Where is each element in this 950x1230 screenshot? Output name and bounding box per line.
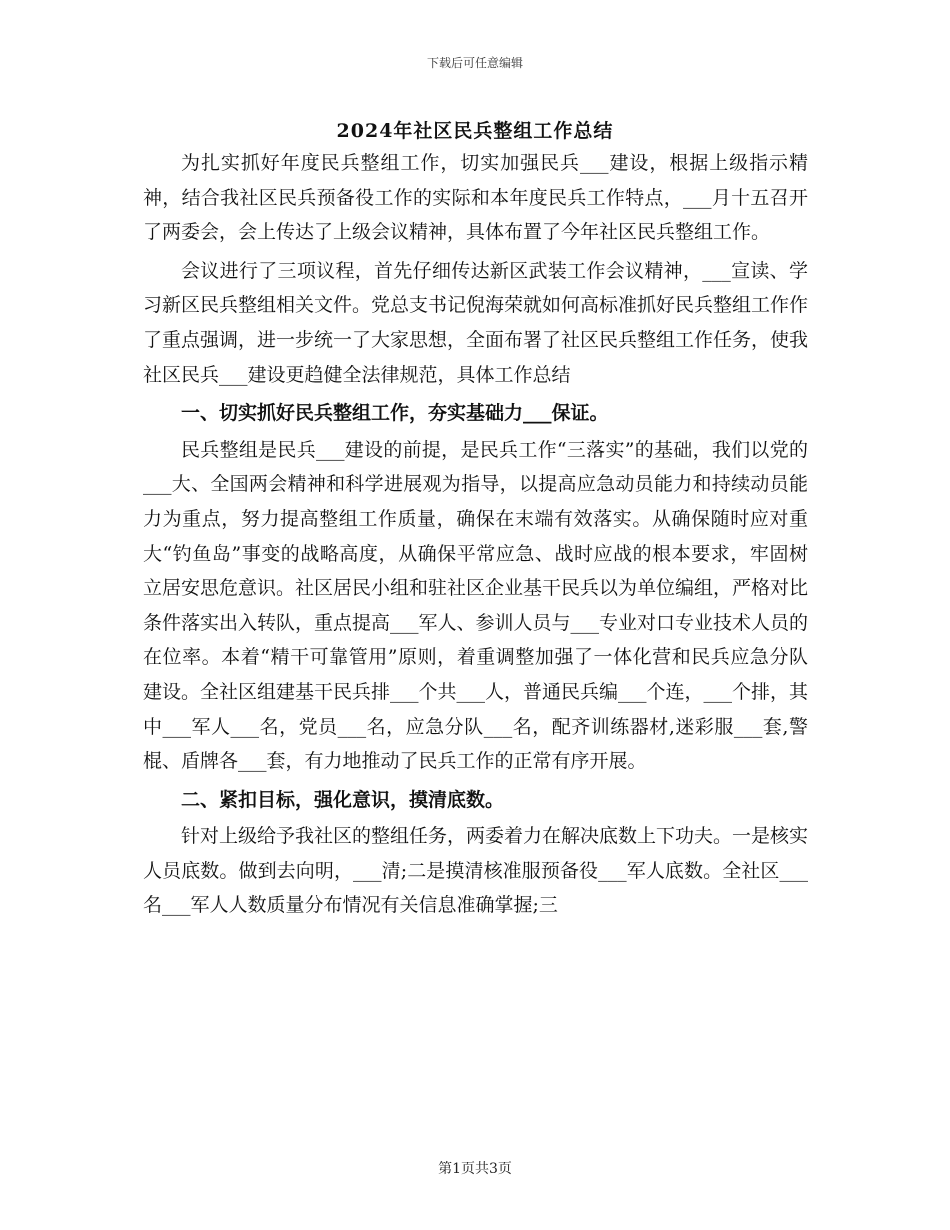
page-header-note: 下载后可任意编辑 bbox=[426, 56, 523, 70]
document-title: 2024年社区民兵整组工作总结 bbox=[336, 120, 614, 142]
section-heading-1: 一、切实抓好民兵整组工作，夯实基础力___保证。 bbox=[181, 402, 609, 425]
paragraph-meeting: 会议进行了三项议程，首先仔细传达新区武装工作会议精神，___宣读、学习新区民兵整组相关文件。党总支书记倪海荣就如何高标准抓好民兵整组工作作了重点强调，进一步统一了大家思想，全面布署了社区民兵整组工作任务，使我社区民兵___建设更趋健全法律规范，具体工作总结 bbox=[143, 259, 809, 386]
paragraph-intro: 为扎实抓好年度民兵整组工作，切实加强民兵___建设，根据上级指示精神，结合我社区民兵预备役工作的实际和本年度民兵工作特点，___月十五召开了两委会，会上传达了上级会议精神，具体布置了今年社区民兵整组工作。 bbox=[143, 152, 808, 244]
page-number-footer: 第1页共3页 bbox=[438, 1161, 512, 1177]
section-heading-2: 二、紧扣目标，强化意识，摸清底数。 bbox=[181, 788, 505, 811]
paragraph-section-1: 民兵整组是民兵___建设的前提，是民兵工作“三落实”的基础，我们以党的___大、全国两会精神和科学进展观为指导，以提高应急动员能力和持续动员能力为重点，努力提高整组工作质量，确保在末端有效落实。从确保随时应对重大“钓鱼岛”事变的战略高度，从确保平常应急、战时应战的根本要求，牢固树立居安思危意识。社区居民小组和驻社区企业基干民兵以为单位编组，严格对比条件落实出入转队，重点提高___军人、参训人员与___专业对口专业技术人员的在位率。本着“精干可靠管用”原则，着重调整加强了一体化营和民兵应急分队建设。全社区组建基干民兵排___个共___人，普通民兵编___个连，___个排，其中___军人___名，党员___名，应急分队___名，配齐训练器材,迷彩服___套,警棍、盾牌各___套，有力地推动了民兵工作的正常有序开展。 bbox=[143, 438, 809, 773]
document-body bbox=[143, 146, 808, 923]
paragraph-section-2: 针对上级给予我社区的整组任务，两委着力在解决底数上下功夫。一是核实人员底数。做到去向明，___清;二是摸清核准服预备役___军人底数。全社区___名___军人人数质量分布情况有关信息准确掌握;三 bbox=[143, 825, 809, 917]
